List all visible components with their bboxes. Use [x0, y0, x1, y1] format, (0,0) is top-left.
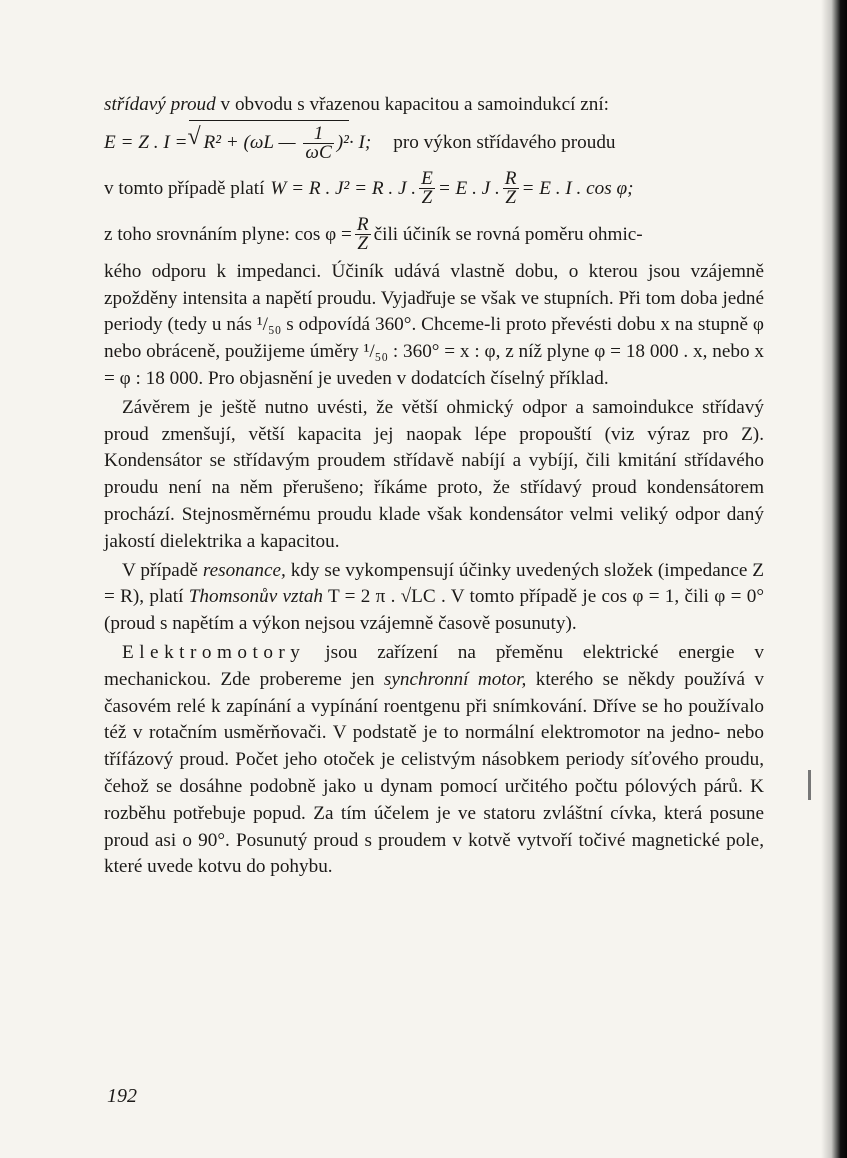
paragraph-5-d: kterého se někdy používá v časovém relé k zapínání a vypínání roentgenu při snímkování. Dříve se ho používalo též v rotačním usměrňovači. V podstatě je to normální elektromotor na jedno- nebo třífázový proud. Počet jeho otoček je celistvým násobkem periody síťového proudu, čehož se dosáhne podobně jako u dynam pomocí určitého počtu pólových párů. K rozběhu potřebuje popud. Za tím účelem je ve statoru zvláštní cívka, která posune proud asi o 90°. Posunutý proud s proudem v kotvě vytvoří točivé magnetické pole, které uvede kotvu do pohybu.	[104, 668, 764, 878]
paragraph-1-line	[104, 92, 764, 119]
fraction-3-numerator: R	[504, 168, 517, 190]
page-body	[104, 92, 764, 881]
formula-pf-text: z toho srovnáním plyne: cos φ =	[104, 223, 352, 245]
fraction-3-denominator: Z	[505, 187, 516, 209]
paragraph-3: Závěrem je ještě nutno uvésti, že větší ohmický odpor a samoindukce střídavý proud zmenšují, větší kapacita jej naopak lépe propouští (viz výraz pro Z). Kondensátor se střídavým proudem střídavě nabíjí a vybíjí, čili kmitání střídavého proudu není na něm přerušeno; říkáme proto, že střídavý proud kondensátorem prochází. Stejnosměrnému proudu klade však kondensátor velmi veliký odpor daný jakostí dielektrika a kapacitou.	[104, 396, 764, 552]
formula-radicand: R² + (ωL —	[203, 132, 301, 154]
paragraph-4-e: T = 2 π . √LC . V tomto případě je cos φ = 1, čili φ = 0° (proud s napětím a výkon nejsou vzájemně časově posunuty).	[104, 586, 764, 635]
formula-sqrt	[189, 120, 348, 165]
paragraph-5	[104, 640, 764, 881]
page-number: 192	[107, 1085, 137, 1107]
formula-power	[104, 167, 764, 211]
formula-power-text: v tomto případě platí	[104, 177, 265, 199]
formula-fraction-2	[419, 170, 435, 207]
paragraph-1-text: v obvodu s vřazenou kapacitou a samoindukcí zní:	[215, 94, 609, 115]
paragraph-2: kého odporu k impedanci. Účiník udává vlastně dobu, o kterou jsou vzájemně zpožděny intensita a napětí proudu. Vyjadřuje se však ve stupních. Při tom doba jedné periody (tedy u nás ¹/₅₀ s odpovídá 360°. Chceme-li proto převésti dobu x na stupně φ nebo obráceně, použijeme úměry ¹/₅₀ : 360° = x : φ, z níž plyne φ = 18 000 . x, nebo x = φ : 18 000. Pro objasnění je uveden v dodatcích číselný příklad.	[104, 260, 764, 389]
fraction-1-numerator: 1	[303, 125, 333, 144]
paragraph-4-c: kdy se vykompensují účinky uvedených složek (impedance Z = R), platí	[104, 559, 765, 608]
formula-fraction-3	[503, 170, 519, 207]
term-synchronous-motor: synchronní motor,	[383, 668, 527, 690]
term-resonance: resonance,	[202, 559, 286, 581]
formula-impedance-lhs: E = Z . I =	[104, 131, 188, 153]
paragraph-5-b: jsou zařízení na přeměnu elektrické energie v mechanickou. Zde probereme jen	[104, 641, 764, 690]
term-electromotors: Elektromotory	[122, 641, 306, 663]
formula-close-paren: )²	[336, 132, 349, 154]
page-edge-shadow	[821, 0, 847, 1158]
formula-impedance-tail: · I;	[348, 131, 372, 153]
fraction-4-numerator: R	[356, 214, 369, 236]
formula-impedance-text: pro výkon střídavého proudu	[393, 131, 616, 153]
formula-power-a: W = R . J² = R . J .	[270, 177, 417, 199]
term-thomson: Thomsonův vztah	[188, 586, 324, 608]
formula-power-c: = E . I . cos φ;	[521, 177, 634, 199]
paragraph-4-a: V případě	[122, 559, 203, 581]
margin-mark	[808, 770, 811, 800]
paragraph-4	[104, 558, 764, 638]
formula-fraction-1	[303, 125, 333, 162]
fraction-4-denominator: Z	[357, 233, 369, 255]
fraction-2-numerator: E	[421, 168, 433, 190]
formula-pf-tail: čili účiník se rovná poměru ohmic-	[373, 223, 643, 245]
formula-power-b: = E . J .	[437, 177, 500, 199]
formula-impedance	[104, 121, 764, 165]
term-alternating-current: střídavý proud	[104, 94, 216, 115]
fraction-2-denominator: Z	[421, 187, 433, 209]
fraction-1-denominator: ωC	[305, 142, 332, 164]
formula-power-factor	[104, 213, 764, 257]
formula-fraction-4	[355, 216, 371, 253]
